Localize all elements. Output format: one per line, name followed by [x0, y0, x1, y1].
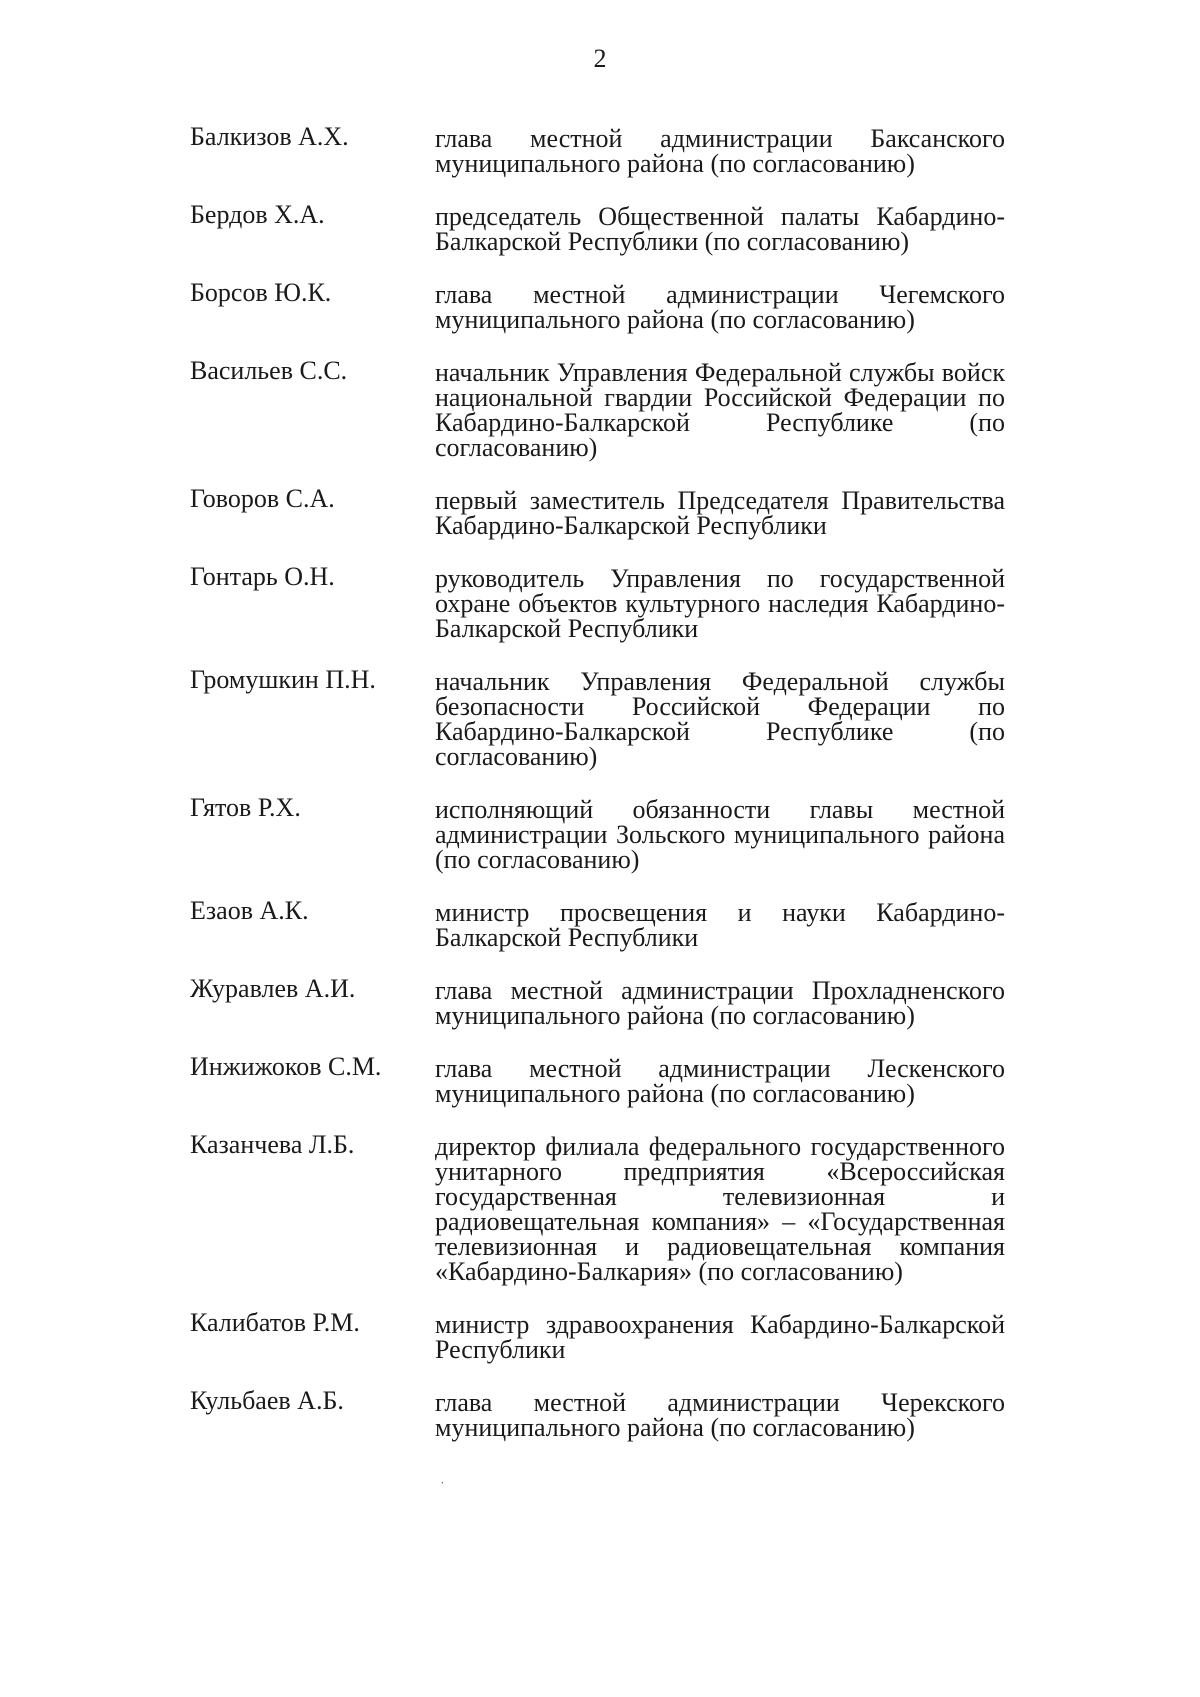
- member-position: начальник Управления Федеральной службы безопасности Российской Федерации по Кабардино-Балкарской Республике (по согласованию): [435, 667, 1005, 771]
- member-position: исполняющий обязанности главы местной администрации Зольского муниципального района (по согласованию): [435, 795, 1005, 874]
- member-name: Борсов Ю.К.: [190, 278, 332, 307]
- list-item: [190, 1388, 1005, 1440]
- member-position: председатель Общественной палаты Кабардино-Балкарской Республики (по согласованию): [435, 202, 1005, 256]
- member-position: глава местной администрации Прохладненского муниципального района (по согласованию): [435, 976, 1005, 1030]
- list-item: [190, 564, 1005, 641]
- member-name: Кульбаев А.Б.: [190, 1386, 344, 1415]
- member-position: министр просвещения и науки Кабардино-Балкарской Республики: [435, 898, 1005, 952]
- member-name: Балкизов А.Х.: [190, 122, 349, 151]
- member-name: Калибатов Р.М.: [190, 1308, 360, 1337]
- member-name: Гонтарь О.Н.: [190, 562, 335, 591]
- member-position: глава местной администрации Лескенского муниципального района (по согласованию): [435, 1054, 1005, 1108]
- member-position: министр здравоохранения Кабардино-Балкарской Республики: [435, 1310, 1005, 1364]
- scan-speck: ˙: [440, 1480, 445, 1495]
- list-item: [190, 667, 1005, 769]
- list-item: [190, 976, 1005, 1028]
- member-name: Гятов Р.Х.: [190, 793, 301, 822]
- list-item: [190, 1310, 1005, 1362]
- member-name: Казанчева Л.Б.: [190, 1130, 355, 1159]
- member-position: первый заместитель Председателя Правительства Кабардино-Балкарской Республики: [435, 486, 1005, 540]
- member-name: Васильев С.С.: [190, 356, 348, 385]
- list-item: [190, 202, 1005, 254]
- member-name: Езаов А.К.: [190, 896, 309, 925]
- list-item: [190, 898, 1005, 950]
- list-item: [190, 280, 1005, 332]
- page-number: 2: [593, 44, 607, 73]
- member-position: начальник Управления Федеральной службы войск национальной гвардии Российской Федерации по Кабардино-Балкарской Республике (по согласованию): [435, 358, 1005, 462]
- member-position: руководитель Управления по государственной охране объектов культурного наследия Кабардино-Балкарской Республики: [435, 564, 1005, 643]
- member-position: директор филиала федерального государственного унитарного предприятия «Всероссийская государственная телевизионная и радиовещательная компания» – «Государственная телевизионная и радиовещательная компания «Кабардино-Балкария» (по согласованию): [435, 1132, 1005, 1286]
- list-item: [190, 795, 1005, 872]
- list-item: [190, 124, 1005, 176]
- member-position: глава местной администрации Черекского муниципального района (по согласованию): [435, 1388, 1005, 1442]
- member-name: Журавлев А.И.: [190, 974, 356, 1003]
- list-item: [190, 1054, 1005, 1106]
- member-position: глава местной администрации Чегемского муниципального района (по согласованию): [435, 280, 1005, 334]
- list-item: [190, 486, 1005, 538]
- member-name: Говоров С.А.: [190, 484, 335, 513]
- member-name: Бердов Х.А.: [190, 200, 325, 229]
- member-list: [190, 124, 1005, 1466]
- list-item: [190, 1132, 1005, 1284]
- member-name: Инжижоков С.М.: [190, 1052, 382, 1081]
- member-position: глава местной администрации Баксанского муниципального района (по согласованию): [435, 124, 1005, 178]
- list-item: [190, 358, 1005, 460]
- member-name: Громушкин П.Н.: [190, 665, 376, 694]
